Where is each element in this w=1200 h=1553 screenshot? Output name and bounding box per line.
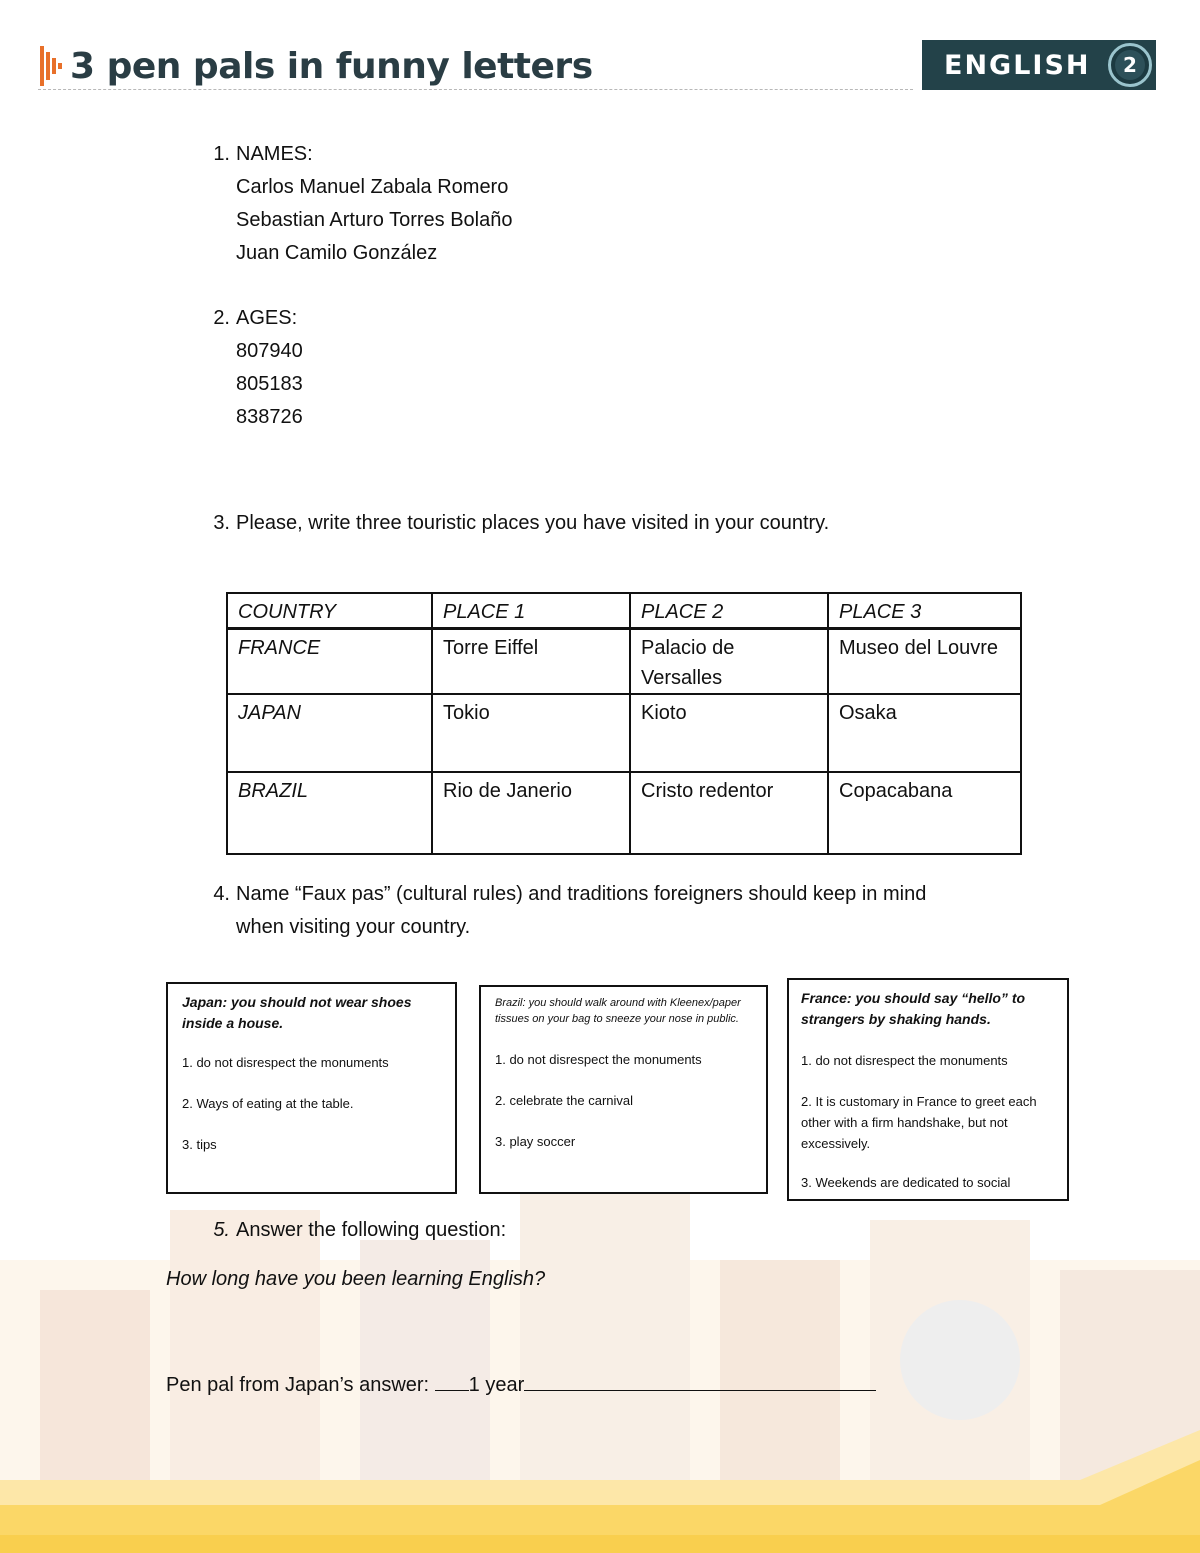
table-cell: Palacio de Versalles <box>630 629 828 695</box>
box-item: 1. do not disrespect the monuments <box>495 1052 702 1067</box>
badge-label: ENGLISH <box>944 49 1091 81</box>
box-item: 2. Ways of eating at the table. <box>182 1096 354 1111</box>
box-item: 1. do not disrespect the monuments <box>182 1055 389 1070</box>
question-text: Please, write three touristic places you have visited in your country. <box>236 512 830 534</box>
age-item: 807940 <box>236 340 303 362</box>
name-item: Sebastian Arturo Torres Bolaño <box>236 209 513 231</box>
answer-underline <box>435 1390 469 1391</box>
course-badge <box>922 40 1156 90</box>
box-heading: Japan: you should not wear shoes inside a house. <box>182 994 412 1031</box>
question-faux-pas <box>200 878 1040 946</box>
table-row <box>227 629 1021 695</box>
background-illustration <box>0 1150 1200 1553</box>
table-header-row <box>227 593 1021 629</box>
header-divider <box>38 89 913 90</box>
name-item: Juan Camilo González <box>236 242 438 264</box>
places-table <box>226 592 1022 855</box>
age-item: 805183 <box>236 373 303 395</box>
page-title: 3 pen pals in funny letters <box>70 45 593 87</box>
question-text: when visiting your country. <box>236 916 471 938</box>
table-cell: JAPAN <box>227 694 432 772</box>
answer-underline <box>524 1390 876 1391</box>
question-number: 2. <box>213 307 230 329</box>
box-item: 3. play soccer <box>495 1134 576 1149</box>
faux-pas-box-brazil <box>479 985 768 1194</box>
answer-prefix: Pen pal from Japan’s answer: <box>166 1374 435 1396</box>
question-answer <box>200 1214 900 1248</box>
box-heading: Brazil: you should walk around with Kleenex/paper tissues on your bag to sneeze your nose in public. <box>495 997 741 1025</box>
question-number: 4. <box>213 883 230 905</box>
box-heading: France: you should say “hello” to strangers by shaking hands. <box>801 990 1026 1027</box>
column-header: PLACE 3 <box>828 593 1021 629</box>
table-cell: Copacabana <box>828 772 1021 854</box>
table-cell: Osaka <box>828 694 1021 772</box>
question-ages <box>200 302 900 442</box>
question-places <box>200 507 1000 541</box>
question-number: 3. <box>213 512 230 534</box>
age-item: 838726 <box>236 406 303 428</box>
name-item: Carlos Manuel Zabala Romero <box>236 176 509 198</box>
faux-pas-box-japan <box>166 982 457 1194</box>
column-header: COUNTRY <box>227 593 432 629</box>
question-text: Name “Faux pas” (cultural rules) and traditions foreigners should keep in mind <box>236 883 927 905</box>
box-item: 3. tips <box>182 1137 217 1152</box>
column-header: PLACE 2 <box>630 593 828 629</box>
table-cell: Museo del Louvre <box>828 629 1021 695</box>
table-cell: BRAZIL <box>227 772 432 854</box>
table-cell: Rio de Janerio <box>432 772 630 854</box>
table-cell: FRANCE <box>227 629 432 695</box>
answer-value: 1 year <box>468 1374 525 1396</box>
table-row <box>227 772 1021 854</box>
logo-arrow-icon <box>38 44 64 88</box>
table-row <box>227 694 1021 772</box>
header <box>38 40 593 92</box>
box-item: 1. do not disrespect the monuments <box>801 1053 1008 1068</box>
question-number: 5. <box>213 1219 230 1241</box>
question-label: AGES: <box>236 307 298 329</box>
question-number: 1. <box>213 143 230 165</box>
question-text: How long have you been learning English? <box>166 1268 546 1290</box>
table-cell: Tokio <box>432 694 630 772</box>
column-header: PLACE 1 <box>432 593 630 629</box>
faux-pas-box-france <box>787 978 1069 1201</box>
box-item: 2. It is customary in France to greet each other with a firm handshake, but not excessively. <box>801 1094 1037 1151</box>
question-names <box>200 138 900 278</box>
answer-line <box>166 1374 876 1397</box>
level-circle <box>1108 43 1152 87</box>
question-label: NAMES: <box>236 143 313 165</box>
table-cell: Kioto <box>630 694 828 772</box>
box-item: 3. Weekends are dedicated to social <box>801 1175 1011 1190</box>
question-label: Answer the following question: <box>236 1219 507 1241</box>
table-cell: Cristo redentor <box>630 772 828 854</box>
level-number: 2 <box>1115 50 1145 80</box>
box-item: 2. celebrate the carnival <box>495 1093 634 1108</box>
table-cell: Torre Eiffel <box>432 629 630 695</box>
